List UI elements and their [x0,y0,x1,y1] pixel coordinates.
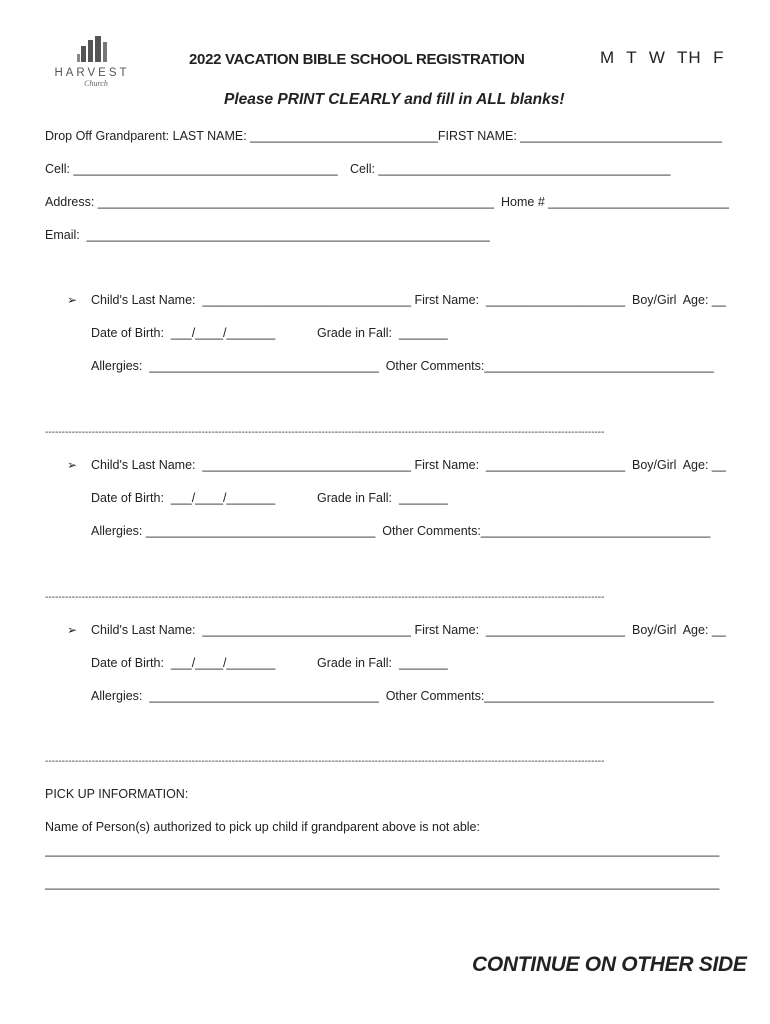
grandparent-name-field[interactable]: Drop Off Grandparent: LAST NAME: ___________________________FIRST NAME: _____________________________ [45,129,722,143]
arrow-bullet-icon: ➢ [67,623,78,637]
pickup-heading: PICK UP INFORMATION: [45,787,189,801]
section-divider: ------------------------------------------------------------------------------------------------------------------------------------------------------------------------ [45,756,605,767]
form-title: 2022 VACATION BIBLE SCHOOL REGISTRATION [189,51,525,68]
svg-text:Church: Church [84,79,108,88]
child-grade-field[interactable]: Grade in Fall: _______ [317,656,448,670]
pickup-line-1[interactable]: _________________________________________________________________________________________________ [45,843,720,857]
cell-field-2[interactable]: Cell: __________________________________________ [350,162,671,176]
harvest-church-logo [44,32,140,94]
child-allergies-comments-field[interactable]: Allergies: _________________________________ Other Comments:_________________________________ [91,524,711,538]
days-of-week: M T W TH F [600,48,725,67]
cell-field-1[interactable]: Cell: ______________________________________ [45,162,338,176]
child-name-field[interactable]: Child's Last Name: ______________________________ First Name: ____________________ Boy/Girl Age: __ [91,293,726,307]
pickup-instruction: Name of Person(s) authorized to pick up child if grandparent above is not able: [45,820,480,834]
child-grade-field[interactable]: Grade in Fall: _______ [317,491,448,505]
pickup-line-2[interactable]: _________________________________________________________________________________________________ [45,876,720,890]
section-divider: ------------------------------------------------------------------------------------------------------------------------------------------------------------------------ [45,427,605,438]
child-allergies-comments-field[interactable]: Allergies: _________________________________ Other Comments:_________________________________ [91,359,714,373]
section-divider: ------------------------------------------------------------------------------------------------------------------------------------------------------------------------ [45,592,605,603]
child-dob-field[interactable]: Date of Birth: ___/____/_______ [91,656,276,670]
arrow-bullet-icon: ➢ [67,293,78,307]
continue-other-side-note: CONTINUE ON OTHER SIDE [472,953,747,976]
child-allergies-comments-field[interactable]: Allergies: _________________________________ Other Comments:_________________________________ [91,689,714,703]
arrow-bullet-icon: ➢ [67,458,78,472]
child-name-field[interactable]: Child's Last Name: ______________________________ First Name: ____________________ Boy/Girl Age: __ [91,458,726,472]
child-grade-field[interactable]: Grade in Fall: _______ [317,326,448,340]
harvest-logo-icon [44,32,140,94]
child-name-field[interactable]: Child's Last Name: ______________________________ First Name: ____________________ Boy/Girl Age: __ [91,623,726,637]
child-dob-field[interactable]: Date of Birth: ___/____/_______ [91,491,276,505]
email-field[interactable]: Email: __________________________________________________________ [45,228,490,242]
svg-text:HARVEST: HARVEST [54,67,130,79]
address-home-field[interactable]: Address: _________________________________________________________ Home # __________________________ [45,195,729,209]
child-dob-field[interactable]: Date of Birth: ___/____/_______ [91,326,276,340]
form-subtitle: Please PRINT CLEARLY and fill in ALL blanks! [224,91,565,108]
